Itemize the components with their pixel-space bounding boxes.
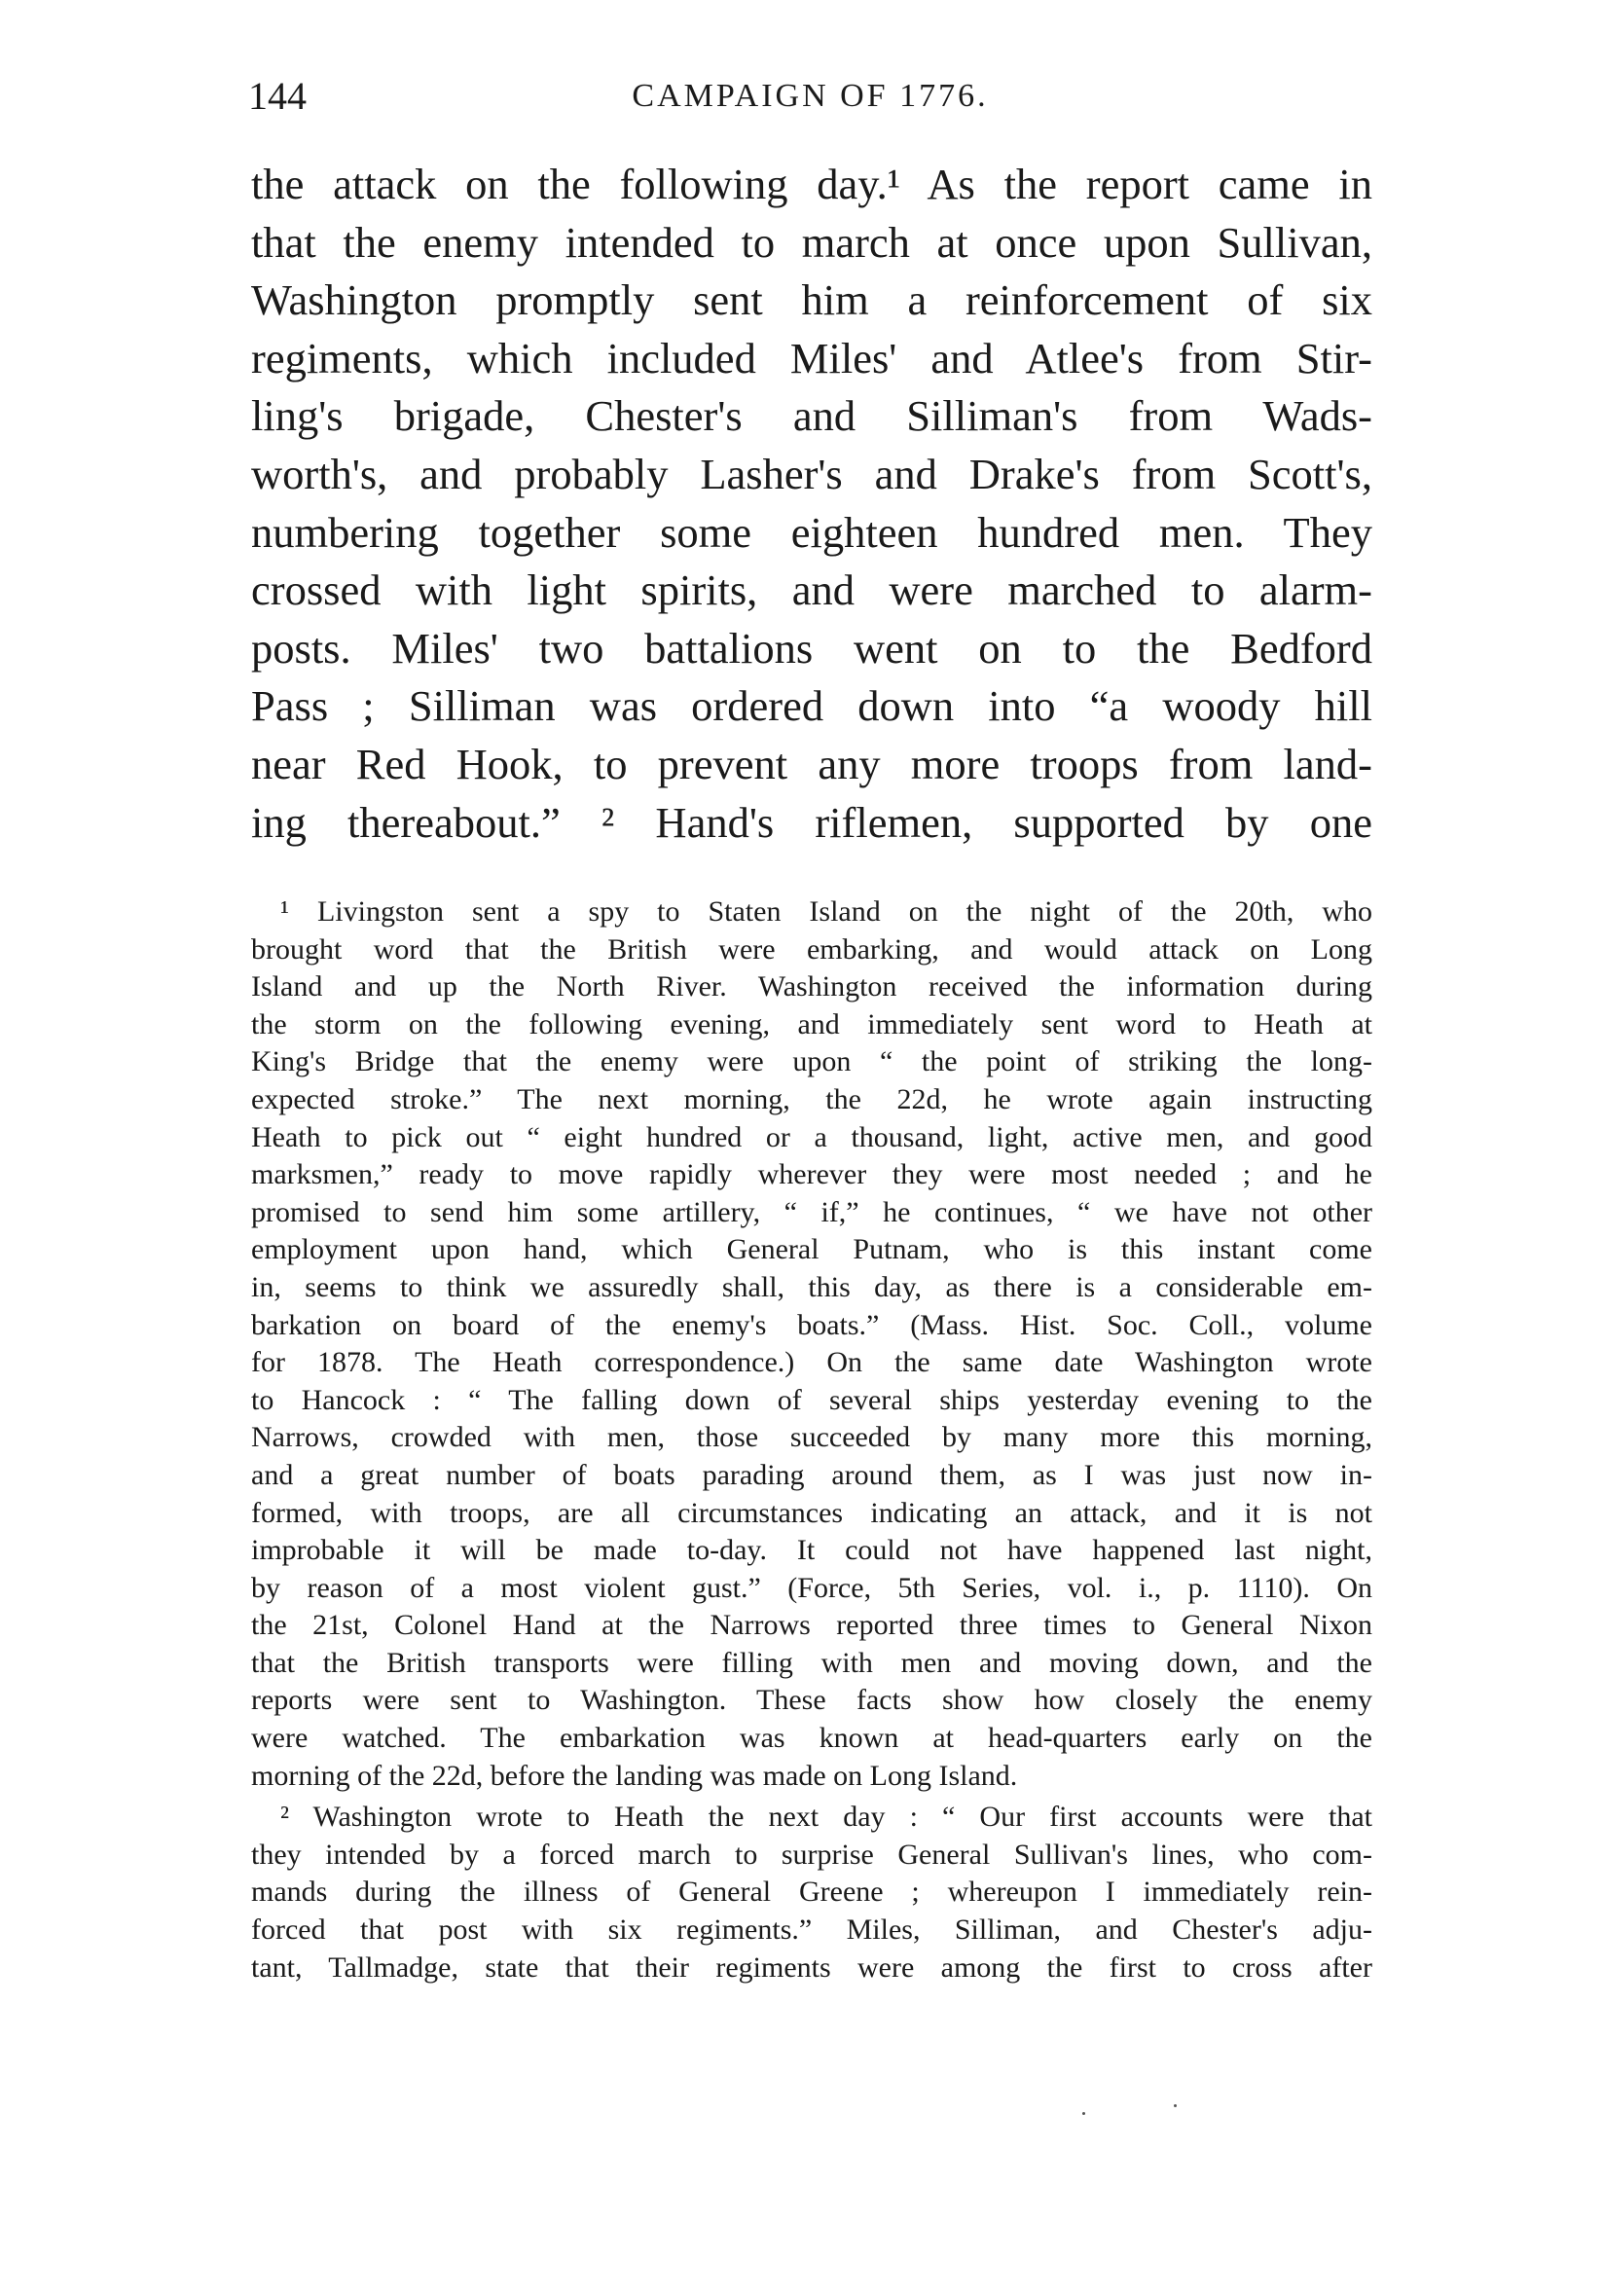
body-line: near Red Hook, to prevent any more troops from land- <box>251 739 1372 788</box>
footnote-1-line: brought word that the British were embarking, and would attack on Long <box>251 932 1372 966</box>
footnote-1-line: in, seems to think we assuredly shall, this day, as there is a considerable em- <box>251 1270 1372 1303</box>
footnote-1-line: Narrows, crowded with men, those succeeded by many more this morning, <box>251 1421 1372 1454</box>
footnote-1-line: Island and up the North River. Washington received the information during <box>251 970 1372 1003</box>
footnote-1-line: morning of the 22d, before the landing was made on Long Island. <box>251 1759 1018 1792</box>
footnote-1-line: marksmen,” ready to move rapidly wherever they were most needed ; and he <box>251 1158 1372 1191</box>
footnote-2-line: ² Washington wrote to Heath the next day : “ Our first accounts were that <box>280 1801 1372 1834</box>
body-line: regiments, which included Miles' and Atlee's from Stir- <box>251 333 1372 383</box>
footnote-1-line: reports were sent to Washington. These facts show how closely the enemy <box>251 1684 1372 1717</box>
footnote-2-line: forced that post with six regiments.” Miles, Silliman, and Chester's adju- <box>251 1913 1372 1947</box>
footnote-1-line: the 21st, Colonel Hand at the Narrows reported three times to General Nixon <box>251 1609 1372 1642</box>
body-line: posts. Miles' two battalions went on to the Bedford <box>251 623 1372 673</box>
running-head <box>248 72 1372 121</box>
footnote-1-line: King's Bridge that the enemy were upon “ the point of striking the long- <box>251 1045 1372 1078</box>
footnote-1-line: improbable it will be made to-day. It could not have happened last night, <box>251 1534 1372 1567</box>
footnote-1-line: Heath to pick out “ eight hundred or a thousand, light, active men, and good <box>251 1120 1372 1153</box>
body-line: ing thereabout.” ² Hand's riflemen, supported by one <box>251 797 1372 847</box>
footnote-1-line: were watched. The embarkation was known at head-quarters early on the <box>251 1722 1372 1755</box>
footnote-1-line: expected stroke.” The next morning, the 22d, he wrote again instructing <box>251 1082 1372 1115</box>
footnote-2-line: mands during the illness of General Greene ; whereupon I immediately rein- <box>251 1876 1372 1909</box>
footnote-2-line: tant, Tallmadge, state that their regiments were among the first to cross after <box>251 1950 1372 1984</box>
body-line: Pass ; Silliman was ordered down into “a woody hill <box>251 681 1372 731</box>
page-number: 144 <box>248 74 307 118</box>
body-line: crossed with light spirits, and were marched to alarm- <box>251 565 1372 615</box>
footnote-1-line: to Hancock : “ The falling down of several ships yesterday evening to the <box>251 1383 1372 1416</box>
footnote-1-line: for 1878. The Heath correspondence.) On the same date Washington wrote <box>251 1346 1372 1379</box>
body-line: that the enemy intended to march at once upon Sullivan, <box>251 217 1372 267</box>
body-line: ling's brigade, Chester's and Silliman's from Wads- <box>251 391 1372 441</box>
body-line: numbering together some eighteen hundred men. They <box>251 507 1372 557</box>
body-line: worth's, and probably Lasher's and Drake's from Scott's, <box>251 449 1372 498</box>
footnote-2-line: they intended by a forced march to surprise General Sullivan's lines, who com- <box>251 1838 1372 1871</box>
scan-speck <box>1174 2104 1177 2107</box>
body-line: Washington promptly sent him a reinforcement of six <box>251 275 1372 325</box>
footnote-1-line: formed, with troops, are all circumstances indicating an attack, and it is not <box>251 1496 1372 1529</box>
footnote-1-line: barkation on board of the enemy's boats.” (Mass. Hist. Soc. Coll., volume <box>251 1308 1372 1341</box>
scan-speck <box>1082 2112 1085 2115</box>
footnote-1-line: that the British transports were filling with men and moving down, and the <box>251 1646 1372 1679</box>
footnote-1-line: by reason of a most violent gust.” (Force, 5th Series, vol. i., p. 1110). On <box>251 1571 1372 1604</box>
scan-specks <box>1078 2102 1195 2122</box>
footnotes <box>251 893 1372 1986</box>
footnote-1-line: and a great number of boats parading around them, as I was just now in- <box>251 1458 1372 1491</box>
body-line: the attack on the following day.¹ As the report came in <box>251 160 1372 208</box>
footnote-1-line: promised to send him some artillery, “ if,” he continues, “ we have not other <box>251 1195 1372 1228</box>
footnote-1-line: employment upon hand, which General Putnam, who is this instant come <box>251 1233 1372 1266</box>
footnote-1-line: the storm on the following evening, and immediately sent word to Heath at <box>251 1007 1372 1040</box>
body-text <box>251 156 1372 852</box>
running-title: CAMPAIGN OF 1776. <box>632 78 989 114</box>
footnote-1-line: ¹ Livingston sent a spy to Staten Island on the night of the 20th, who <box>280 895 1372 928</box>
